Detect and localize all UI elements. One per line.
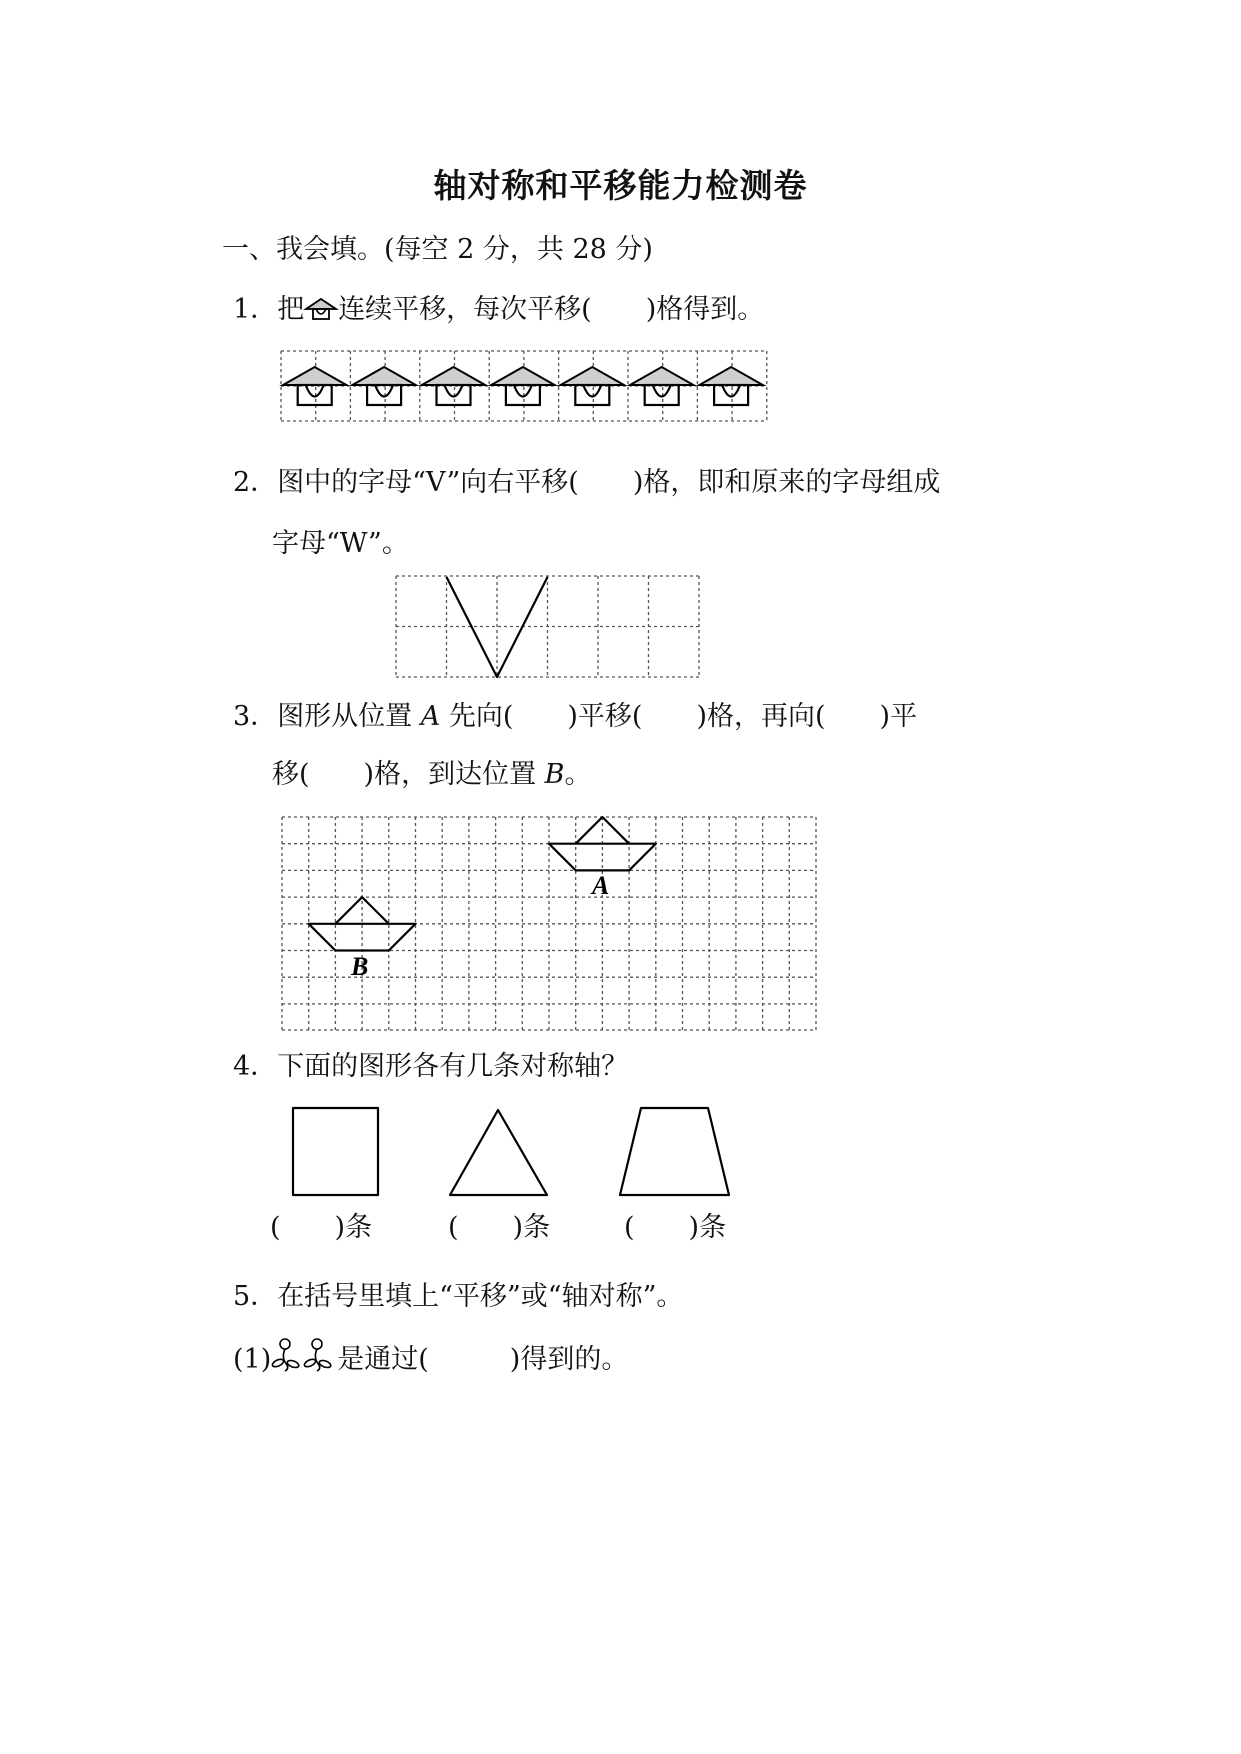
question-number: 1． bbox=[233, 294, 278, 325]
house-shape bbox=[491, 367, 554, 405]
question-text: 移( )格，到达位置 bbox=[272, 759, 545, 790]
question-text: 下面的图形各有几条对称轴？ bbox=[277, 1051, 629, 1082]
question-4 bbox=[233, 1050, 628, 1084]
house-shape bbox=[561, 367, 624, 405]
house-shape bbox=[422, 367, 485, 405]
question-3-line2 bbox=[272, 758, 592, 792]
question-number: 5． bbox=[233, 1281, 278, 1312]
position-b-ref: B bbox=[544, 759, 565, 790]
sub-number: (1) bbox=[233, 1344, 272, 1375]
page-title: 轴对称和平移能力检测卷 bbox=[433, 166, 808, 205]
house-icon bbox=[304, 297, 338, 323]
boat-position-b bbox=[309, 897, 416, 950]
letter-v-grid bbox=[395, 575, 701, 679]
boat-translation-grid bbox=[281, 816, 817, 1031]
question-1 bbox=[233, 293, 764, 327]
question-3 bbox=[233, 700, 917, 734]
house-shape bbox=[283, 367, 346, 405]
question-text: 图中的字母“V”向右平移( )格，即和原来的字母组成 bbox=[277, 467, 941, 498]
house-shape bbox=[699, 367, 762, 405]
question-2-line2: 字母“W”。 bbox=[272, 528, 409, 559]
question-5-sub1 bbox=[233, 1338, 628, 1377]
question-text: 图形从位置 bbox=[277, 701, 421, 732]
house-translation-strip bbox=[280, 350, 770, 422]
house-shape bbox=[630, 367, 693, 405]
flower-pair-icon bbox=[271, 1338, 337, 1372]
question-number: 3． bbox=[233, 701, 278, 732]
triangle-shape bbox=[450, 1110, 547, 1195]
house-shape bbox=[352, 367, 415, 405]
answer-triangle: ( )条 bbox=[448, 1212, 551, 1243]
square-shape bbox=[293, 1108, 378, 1195]
answer-trapezoid: ( )条 bbox=[624, 1212, 727, 1243]
position-a-ref: A bbox=[420, 701, 441, 732]
answer-square: ( )条 bbox=[270, 1212, 373, 1243]
symmetry-shapes bbox=[290, 1105, 760, 1200]
label-b: B bbox=[351, 952, 369, 981]
question-number: 2． bbox=[233, 467, 278, 498]
question-2 bbox=[233, 466, 940, 500]
label-a: A bbox=[592, 871, 610, 900]
question-5 bbox=[233, 1280, 683, 1314]
question-text-post: 连续平移，每次平移( )格得到。 bbox=[338, 294, 765, 325]
question-text-cont: 先向( )平移( )格，再向( )平 bbox=[440, 701, 918, 732]
section-heading: 一、我会填。(每空 2 分，共 28 分) bbox=[222, 234, 653, 265]
sub-text: 是通过( )得到的。 bbox=[337, 1344, 629, 1375]
question-number: 4． bbox=[233, 1051, 278, 1082]
trapezoid-shape bbox=[620, 1108, 729, 1195]
question-text-end: 。 bbox=[564, 759, 592, 790]
dashed-grid bbox=[396, 576, 699, 677]
question-text: 在括号里填上“平移”或“轴对称”。 bbox=[277, 1281, 684, 1312]
question-text-pre: 把 bbox=[277, 294, 305, 325]
